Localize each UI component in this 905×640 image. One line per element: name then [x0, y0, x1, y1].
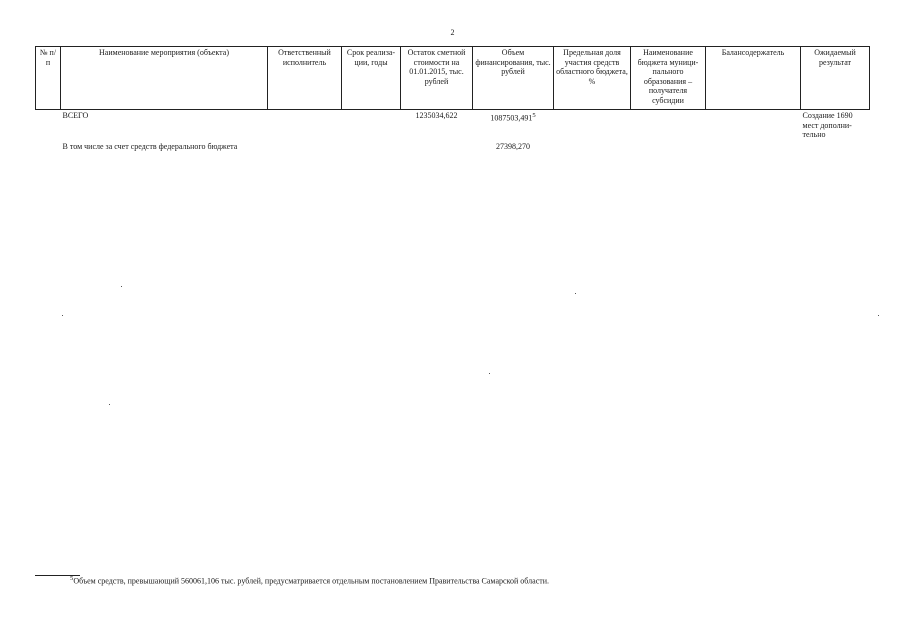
- total-remainder: 1235034,622: [415, 111, 458, 120]
- header-responsible: Ответственный исполнитель: [268, 47, 342, 110]
- table-header-row: [36, 47, 870, 110]
- federal-financing: 27398,270: [496, 141, 530, 151]
- header-regional-share: Предельная доля участия средств областного бюджета, %: [554, 47, 631, 110]
- scan-speck: [575, 293, 576, 294]
- total-financing-cell: [473, 110, 554, 141]
- header-number: № п/п: [36, 47, 61, 110]
- footnote-ref: 5: [532, 112, 536, 119]
- scan-speck: [62, 315, 63, 316]
- page-number: 2: [450, 28, 455, 37]
- header-balance-holder: Балансодержатель: [706, 47, 801, 110]
- footnote-text: Объем средств, превышающий 560061,106 тыс. рублей, предусматривается отдельным постановлением Правительства Самарской области.: [73, 576, 550, 586]
- table-row-federal: [36, 141, 870, 153]
- financing-table: [35, 46, 870, 152]
- footnote: [70, 575, 549, 586]
- scan-speck: [489, 373, 490, 374]
- scan-speck: [121, 286, 122, 287]
- header-remainder: Остаток сметной стоимости на 01.01.2015, тыс. рублей: [401, 47, 473, 110]
- federal-label: В том числе за счет средств федерального бюджета: [62, 141, 238, 151]
- scan-speck: [878, 315, 879, 316]
- total-label: ВСЕГО: [62, 111, 89, 120]
- header-period: Срок реализа-ции, годы: [342, 47, 401, 110]
- total-financing: 1087503,491: [490, 113, 533, 123]
- scan-speck: [109, 404, 110, 405]
- header-financing: Объем финансирования, тыс. рублей: [473, 47, 554, 110]
- header-event-name: Наименование мероприятия (объекта): [61, 47, 268, 110]
- table-row-total: [36, 110, 870, 141]
- footnote-mark: 5: [70, 575, 74, 582]
- expected-result: Создание 1690 мест дополни-тельно: [802, 111, 853, 139]
- header-expected-result: Ожидаемый результат: [801, 47, 870, 110]
- header-municipal-budget: Наименование бюджета муници-пального образования – получателя субсидии: [631, 47, 706, 110]
